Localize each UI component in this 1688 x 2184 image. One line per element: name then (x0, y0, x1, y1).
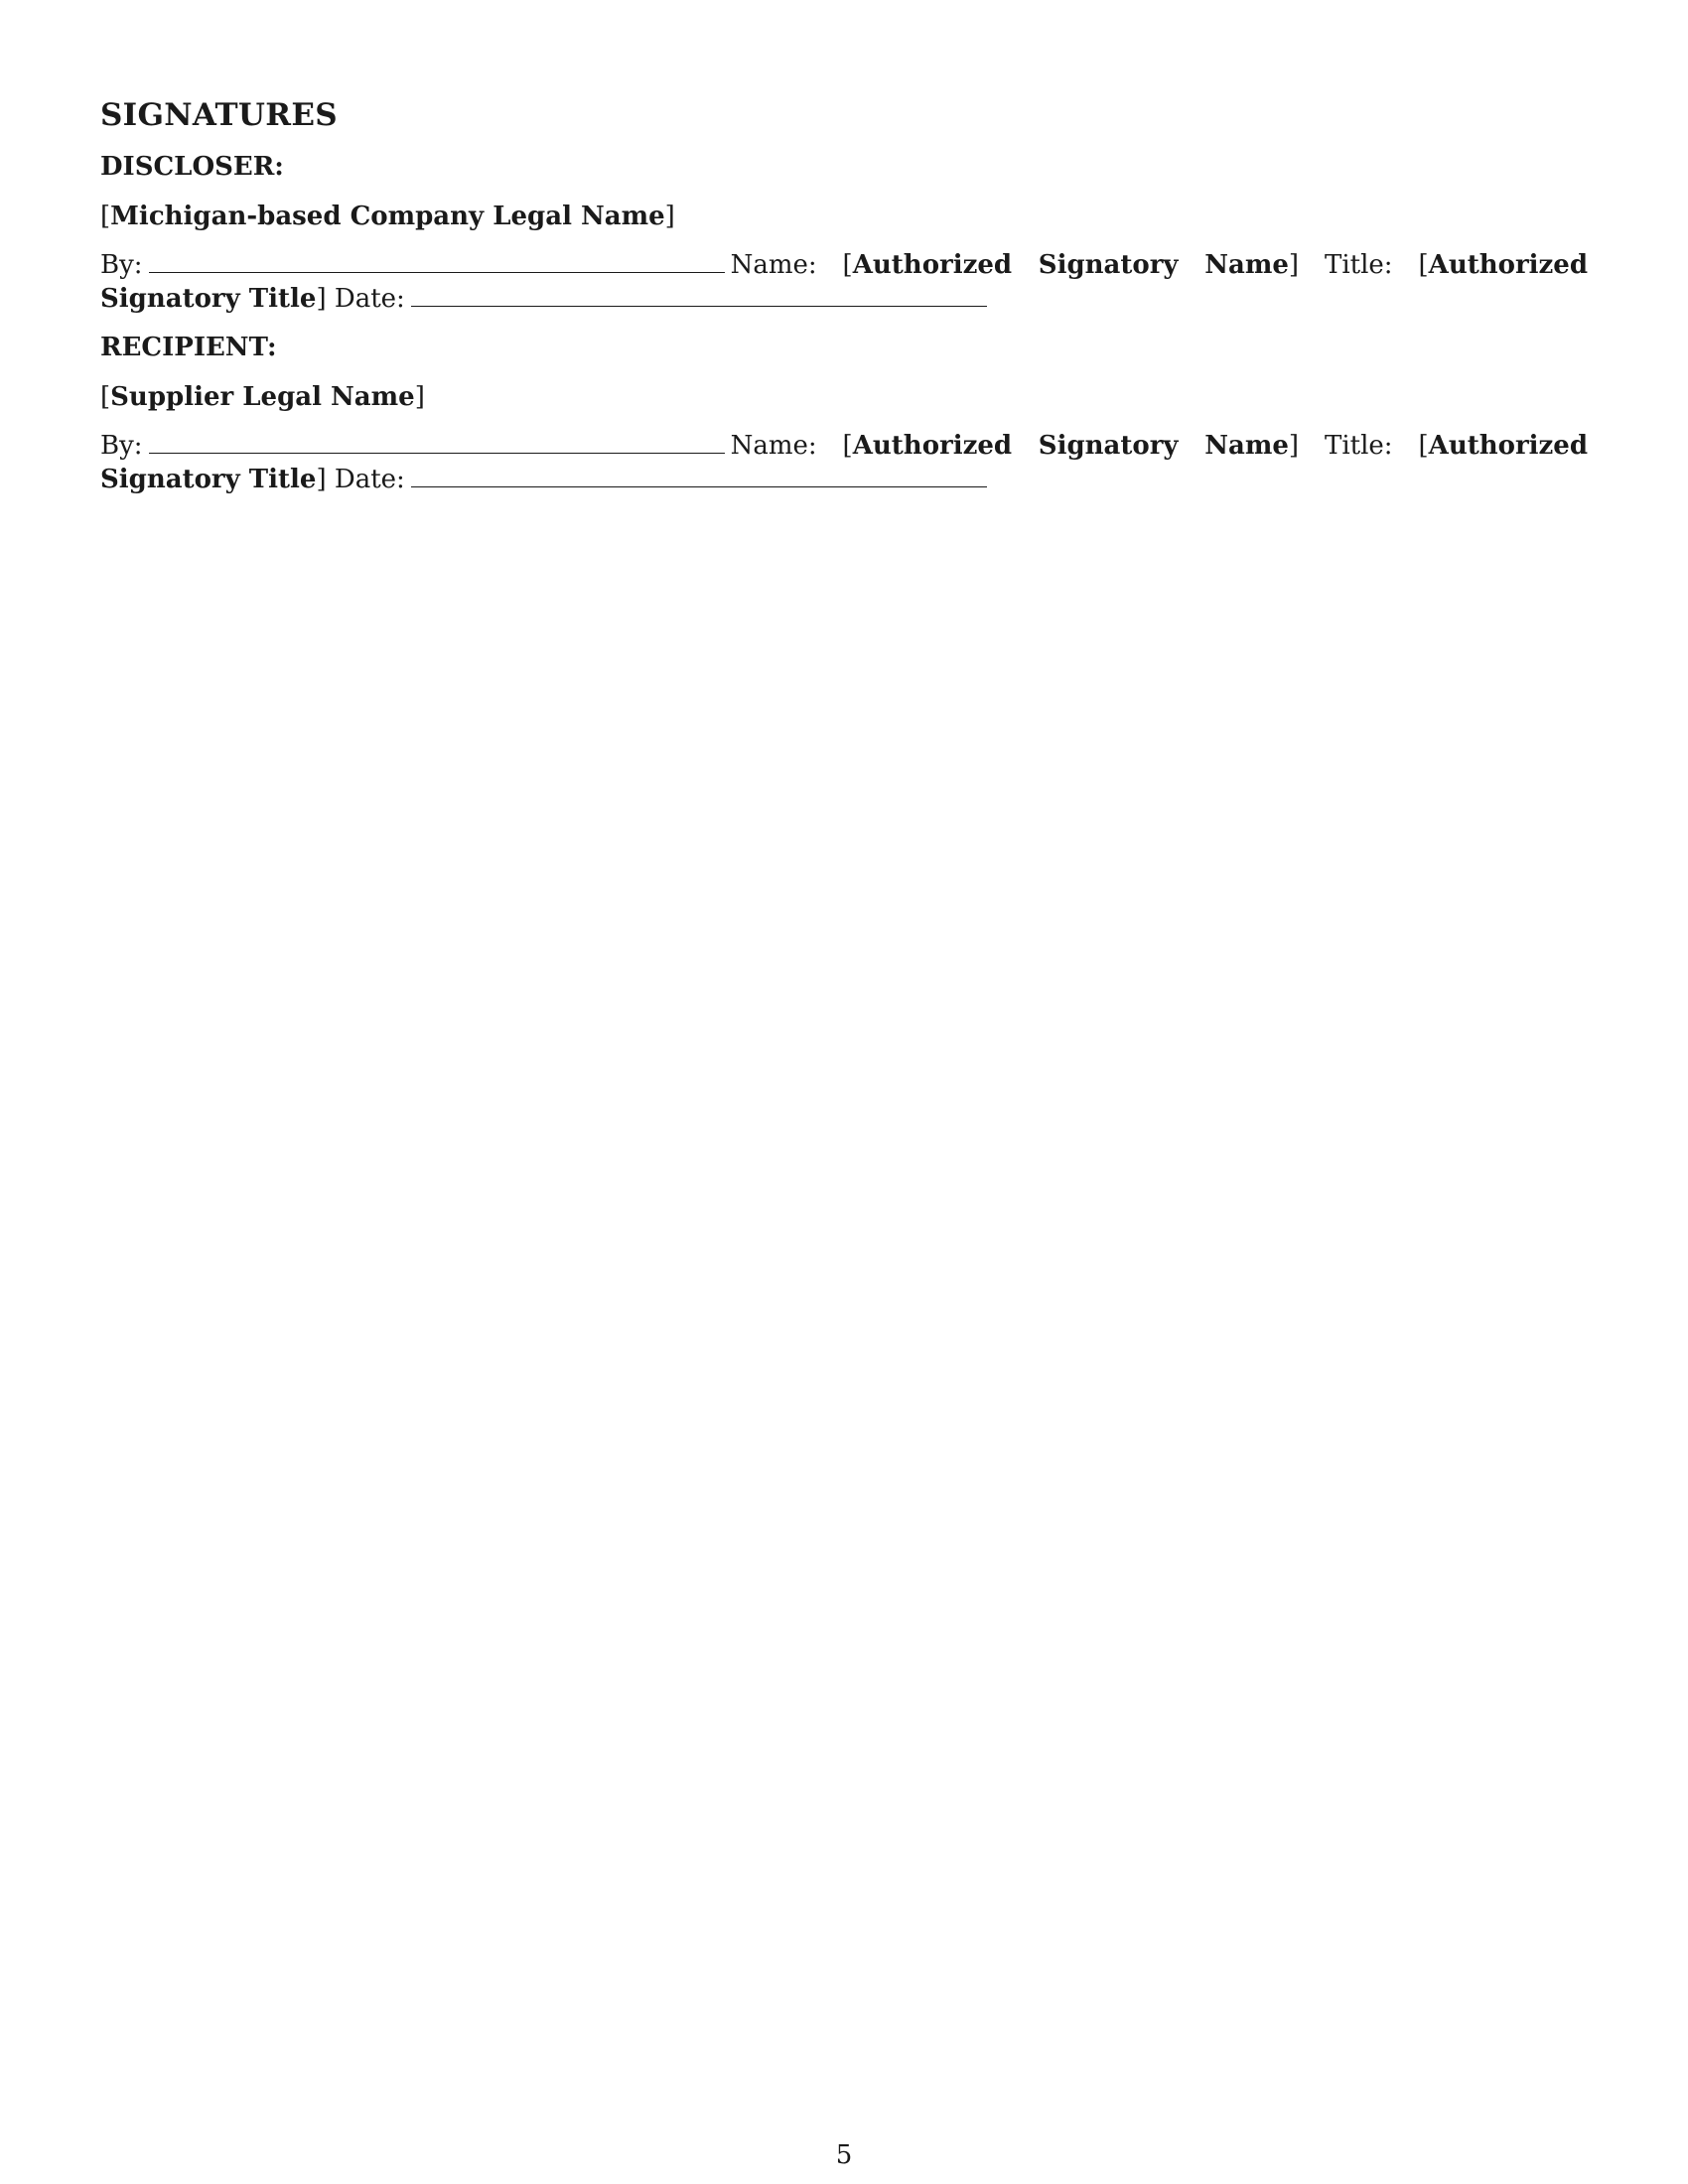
discloser-entity-name: Michigan-based Company Legal Name (110, 202, 665, 231)
discloser-date-line[interactable] (411, 282, 987, 307)
recipient-title-open: [ (1418, 431, 1429, 461)
discloser-entity-close: ] (664, 202, 675, 231)
recipient-heading: RECIPIENT: (100, 333, 277, 362)
discloser-title-open: [ (1418, 250, 1429, 280)
discloser-entity (100, 199, 1588, 234)
discloser-name-open: [ (842, 250, 853, 280)
discloser-name-value: Authorized Signatory Name (852, 250, 1289, 280)
discloser-signature-line[interactable] (149, 248, 725, 273)
section-title: SIGNATURES (100, 97, 338, 133)
signature-page (100, 95, 1588, 510)
recipient-title-close: ] (316, 465, 327, 494)
discloser-by-label: By: (100, 250, 143, 280)
recipient-entity-close: ] (414, 382, 425, 412)
recipient-entity (100, 379, 1588, 415)
discloser-title-close: ] (316, 284, 327, 314)
recipient-name-value: Authorized Signatory Name (852, 431, 1289, 461)
recipient-title-value: Authorized Signatory Title (100, 431, 1589, 494)
recipient-by-label: By: (100, 431, 143, 461)
discloser-name-label: Name: (730, 250, 817, 280)
discloser-heading: DISCLOSER: (100, 152, 284, 182)
recipient-date-line[interactable] (411, 463, 987, 487)
recipient-name-label: Name: (730, 431, 817, 461)
discloser-name-close: ] (1288, 250, 1300, 280)
recipient-date-label: Date: (334, 465, 405, 494)
recipient-title-label: Title: (1324, 431, 1393, 461)
page-number: 5 (835, 2140, 853, 2170)
recipient-name-close: ] (1288, 431, 1300, 461)
discloser-entity-open: [ (100, 202, 111, 231)
discloser-date-label: Date: (334, 284, 405, 314)
recipient-entity-open: [ (100, 382, 111, 412)
recipient-signature-block (100, 429, 1588, 496)
recipient-entity-name: Supplier Legal Name (110, 382, 415, 412)
discloser-signature-block (100, 248, 1588, 316)
recipient-name-open: [ (842, 431, 853, 461)
recipient-signature-line[interactable] (149, 429, 725, 454)
discloser-title-label: Title: (1324, 250, 1393, 280)
discloser-title-value: Authorized Signatory Title (100, 250, 1589, 314)
